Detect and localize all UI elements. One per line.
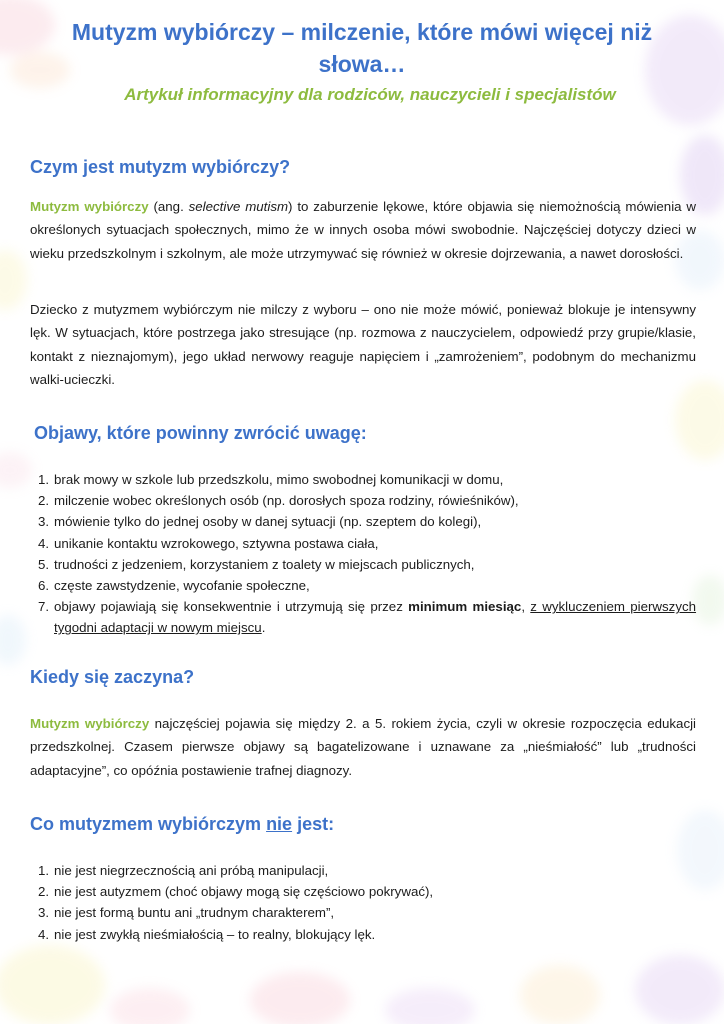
list-number: 2. (38, 493, 50, 509)
list-item-text: nie jest zwykłą nieśmiałością – to realny, blokujący lęk. (54, 926, 376, 942)
list-item (38, 596, 696, 638)
list-item-text: , (521, 599, 531, 615)
list-item (38, 554, 696, 575)
section-heading-onset: Kiedy się zaczyna? (30, 667, 195, 687)
list-item-text: nie jest autyzmem (choć objawy mogą się częściowo pokrywać), (54, 884, 434, 900)
list-number: 3. (38, 905, 50, 921)
list-item-text: nie jest niegrzecznością ani próbą manipulacji, (54, 863, 329, 878)
list-item-text: częste zawstydzenie, wycofanie społeczne, (54, 578, 310, 594)
section-heading-symptoms: Objawy, które powinny zwrócić uwagę: (34, 423, 367, 443)
paragraph-anxiety: Dziecko z mutyzmem wybiórczym nie milczy z wyboru – ono nie może mówić, ponieważ blokuje je intensywny lęk. W sytuacjach, które postrzega jako stresujące (np. rozmowa z nauczycielem, odpowiedź przy grupie/klasie, kontakt z nieznajomym), jego układ nerwowy reaguje napięciem i „zamrożeniem”, podobnym do mechanizmu walki-ucieczki. (30, 302, 696, 387)
paragraph-onset (30, 712, 696, 782)
underlined-exclusion: z wykluczeniem pierwszych tygodni adaptacji w nowym miejscu (54, 599, 697, 636)
list-item-text: trudności z jedzeniem, korzystaniem z toalety w miejscach publicznych, (54, 556, 475, 572)
paragraph-text: ) to zaburzenie lękowe, które objawia się niemożnością mówienia w określonych sytuacjach społecznych, mimo że w innych osoba mówi swobodnie. Najczęściej dotyczy dzieci w wieku przedszkolnym i szkolnym, ale może utrzymywać się również w okresie dojrzewania, a nawet dorosłości. (30, 199, 696, 261)
heading-text: Co mutyzmem wybiórczym (30, 814, 267, 834)
list-item (38, 533, 696, 554)
page-subtitle: Artykuł informacyjny dla rodziców, nauczycieli i specjalistów (124, 85, 616, 104)
list-item-text: . (261, 620, 266, 636)
bold-duration: minimum miesiąc (408, 599, 522, 615)
paragraph-text: najczęściej pojawia się między 2. a 5. rokiem życia, czyli w okresie rozpoczęcia edukacji przedszkolnej. Czasem pierwsze objawy są bagatelizowane i uznawane za „nieśmiałość” lub „trudności adaptacyjne”, co opóźnia postawienie trafnej diagnozy. (30, 716, 696, 778)
list-item (38, 490, 696, 511)
list-number: 1. (38, 472, 50, 487)
heading-underlined-word: nie (266, 814, 293, 834)
not-list (38, 860, 696, 945)
term-highlight: Mutyzm wybiórczy (30, 716, 150, 731)
list-number: 7. (38, 599, 50, 615)
list-number: 6. (38, 578, 50, 594)
paragraph-text: (ang. (148, 199, 189, 214)
page-title: Mutyzm wybiórczy – milczenie, które mówi więcej niż słowa… (71, 19, 653, 77)
list-item-text: unikanie kontaktu wzrokowego, sztywna postawa ciała, (54, 535, 379, 551)
list-number: 5. (38, 556, 50, 572)
list-item (38, 469, 696, 490)
symptoms-list (38, 469, 696, 639)
heading-text: jest: (292, 814, 335, 834)
list-item (38, 924, 696, 945)
list-item (38, 881, 696, 902)
list-number: 4. (38, 926, 50, 942)
list-item (38, 575, 696, 596)
list-number: 4. (38, 535, 50, 551)
list-number: 3. (38, 514, 50, 530)
term-highlight: Mutyzm wybiórczy (30, 199, 149, 214)
section-heading-what-is: Czym jest mutyzm wybiórczy? (30, 157, 291, 177)
italic-term: selective mutism (188, 199, 289, 214)
list-item (38, 511, 696, 532)
list-item-text: milczenie wobec określonych osób (np. dorosłych spoza rodziny, rówieśników), (54, 493, 519, 509)
list-item-text: objawy pojawiają się konsekwentnie i utrzymują się przez (54, 599, 409, 615)
section-heading-what-it-is-not (30, 812, 334, 836)
list-item (38, 902, 696, 923)
paragraph-definition (30, 195, 696, 265)
list-number: 2. (38, 884, 50, 900)
list-item-text: brak mowy w szkole lub przedszkolu, mimo swobodnej komunikacji w domu, (54, 472, 504, 487)
list-number: 1. (38, 863, 50, 878)
list-item-text: mówienie tylko do jednej osoby w danej sytuacji (np. szeptem do kolegi), (54, 514, 482, 530)
list-item-text: nie jest formą buntu ani „trudnym charakterem”, (54, 905, 335, 921)
list-item (38, 860, 696, 881)
